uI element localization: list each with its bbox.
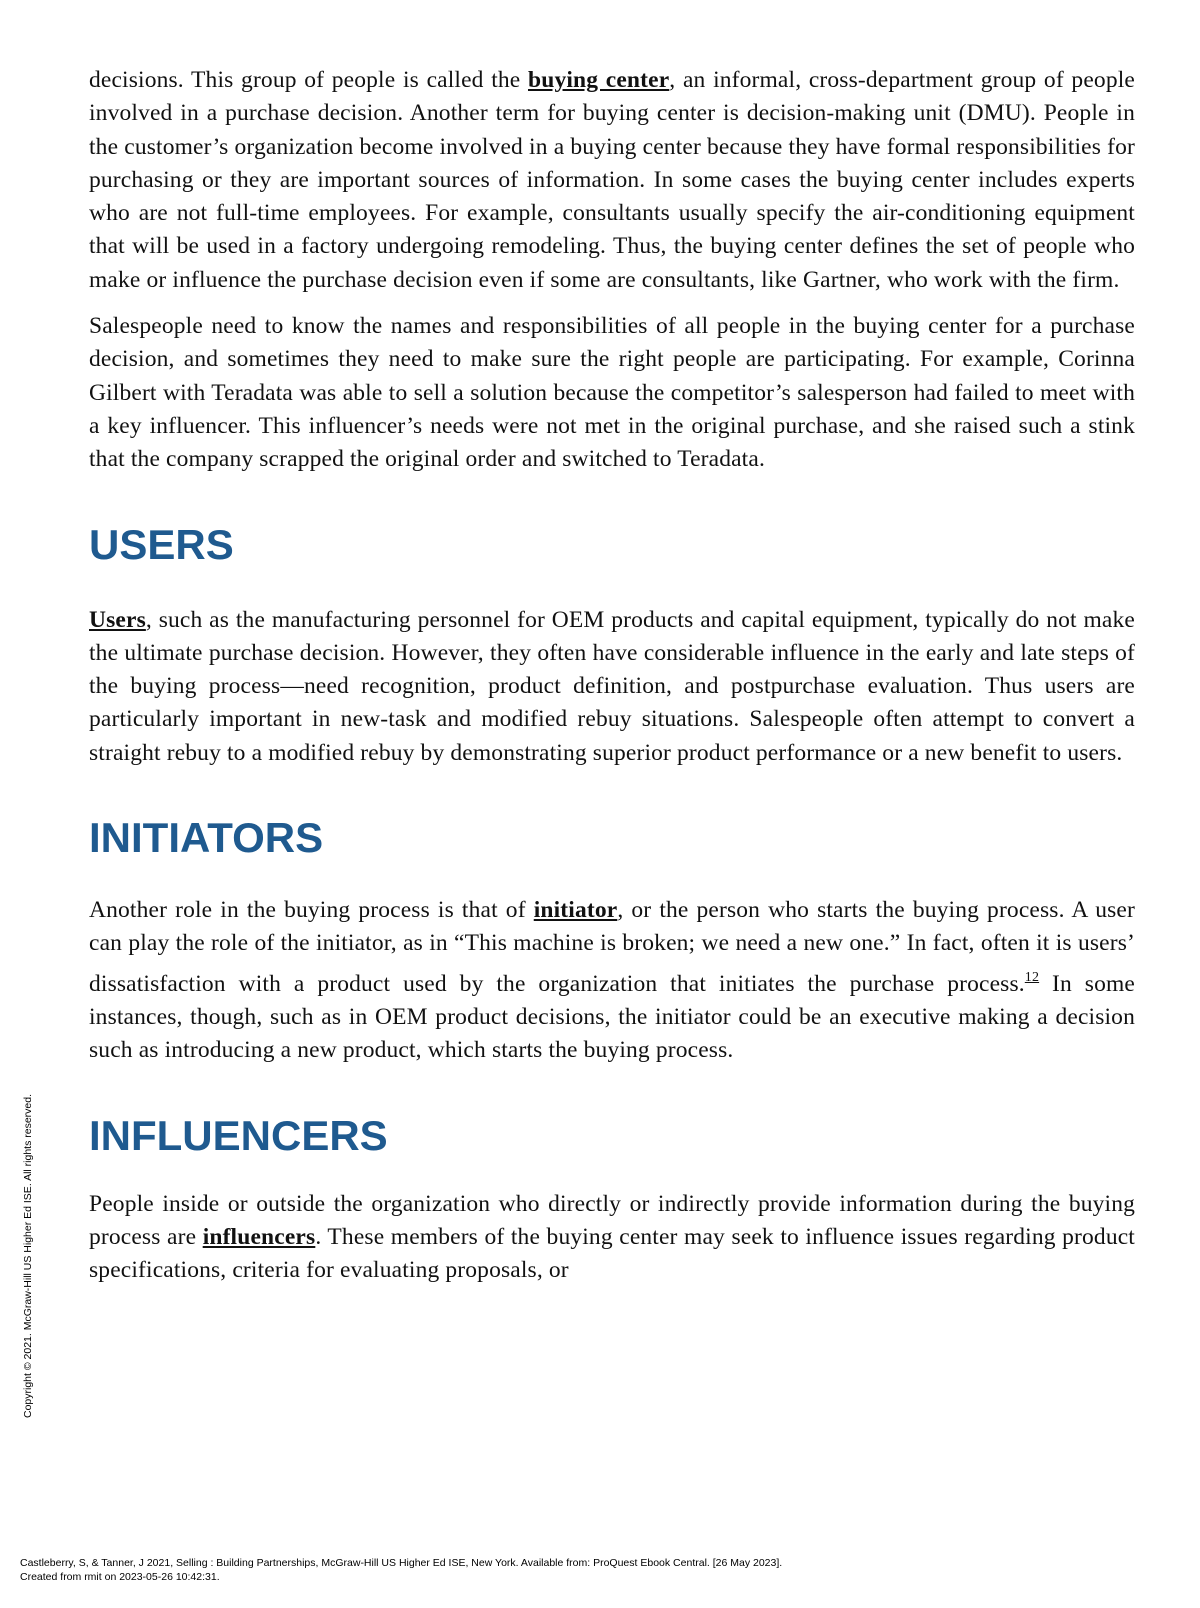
intro-paragraph-1 [89,64,1135,297]
term-buying-center[interactable]: buying center [528,67,670,93]
page-content [89,64,1135,1287]
citation-line-1: Castleberry, S, & Tanner, J 2021, Selling : Building Partnerships, McGraw-Hill US Higher Ed ISE, New York. Available from: ProQuest Ebook Central. [26 May 2023]. [20,1557,783,1569]
heading-users: USERS [89,520,234,568]
term-influencers[interactable]: influencers [202,1223,316,1250]
influencers-text-b: . These members of the buying center may seek to influence issues regarding product specifications, criteria for evaluating proposals, or [89,1223,1135,1284]
heading-influencers: INFLUENCERS [89,1111,388,1159]
influencers-paragraph [89,1188,1135,1288]
term-users[interactable]: Users [89,606,146,633]
footnote-link-12[interactable]: 12 [1024,969,1040,985]
users-paragraph [89,604,1135,770]
initiators-paragraph [89,894,1135,1067]
intro-p1-text-a: decisions. This group of people is called the [89,67,528,93]
initiators-text-c: In some instances, though, such as in OEM product decisions, the initiator could be an executive making a decision such as introducing a new product, which starts the buying process. [89,970,1135,1064]
heading-initiators: INITIATORS [89,814,324,862]
users-text: , such as the manufacturing personnel for OEM products and capital equipment, typically do not make the ultimate purchase decision. However, they often have considerable influence in the early and late steps of the buying process—need recognition, product definition, and postpurchase evaluation. Thus users are particularly important in new-task and modified rebuy situations. Salespeople often attempt to convert a straight rebuy to a modified rebuy by demonstrating superior product performance or a new benefit to users. [89,606,1135,766]
citation-footer [20,1556,782,1584]
copyright-sidebar: Copyright © 2021. McGraw-Hill US Higher Ed ISE. All rights reserved. [22,1093,34,1418]
term-initiator[interactable]: initiator [533,897,618,924]
citation-line-2: Created from rmit on 2023-05-26 10:42:31. [20,1571,220,1583]
initiators-text-b: , or the person who starts the buying process. A user can play the role of the initiator, as in “This machine is broken; we need a new one.” In fact, often it is users’ dissatisfaction with a product used by the organization that initiates the purchase process. [89,897,1135,997]
intro-paragraph-2: Salespeople need to know the names and responsibilities of all people in the buying center for a purchase decision, and sometimes they need to make sure the right people are participating. For example, Corinna Gilbert with Teradata was able to sell a solution because the competitor’s salesperson had failed to meet with a key influencer. This influencer’s needs were not met in the original purchase, and she raised such a stink that the company scrapped the original order and switched to Teradata. [89,313,1135,473]
influencers-text-a: People inside or outside the organization who directly or indirectly provide information during the buying process are [89,1190,1135,1250]
initiators-text-a: Another role in the buying process is that of [89,897,534,924]
intro-p1-text-b: , an informal, cross-department group of people involved in a purchase decision. Another term for buying center is decision-making unit (DMU). People in the customer’s organization become involved in a buying center because they have formal responsibilities for purchasing or they are important sources of information. In some cases the buying center includes experts who are not full-time employees. For example, consultants usually specify the air-conditioning equipment that will be used in a factory undergoing remodeling. Thus, the buying center defines the set of people who make or influence the purchase decision even if some are consultants, like Gartner, who work with the firm. [89,67,1135,293]
